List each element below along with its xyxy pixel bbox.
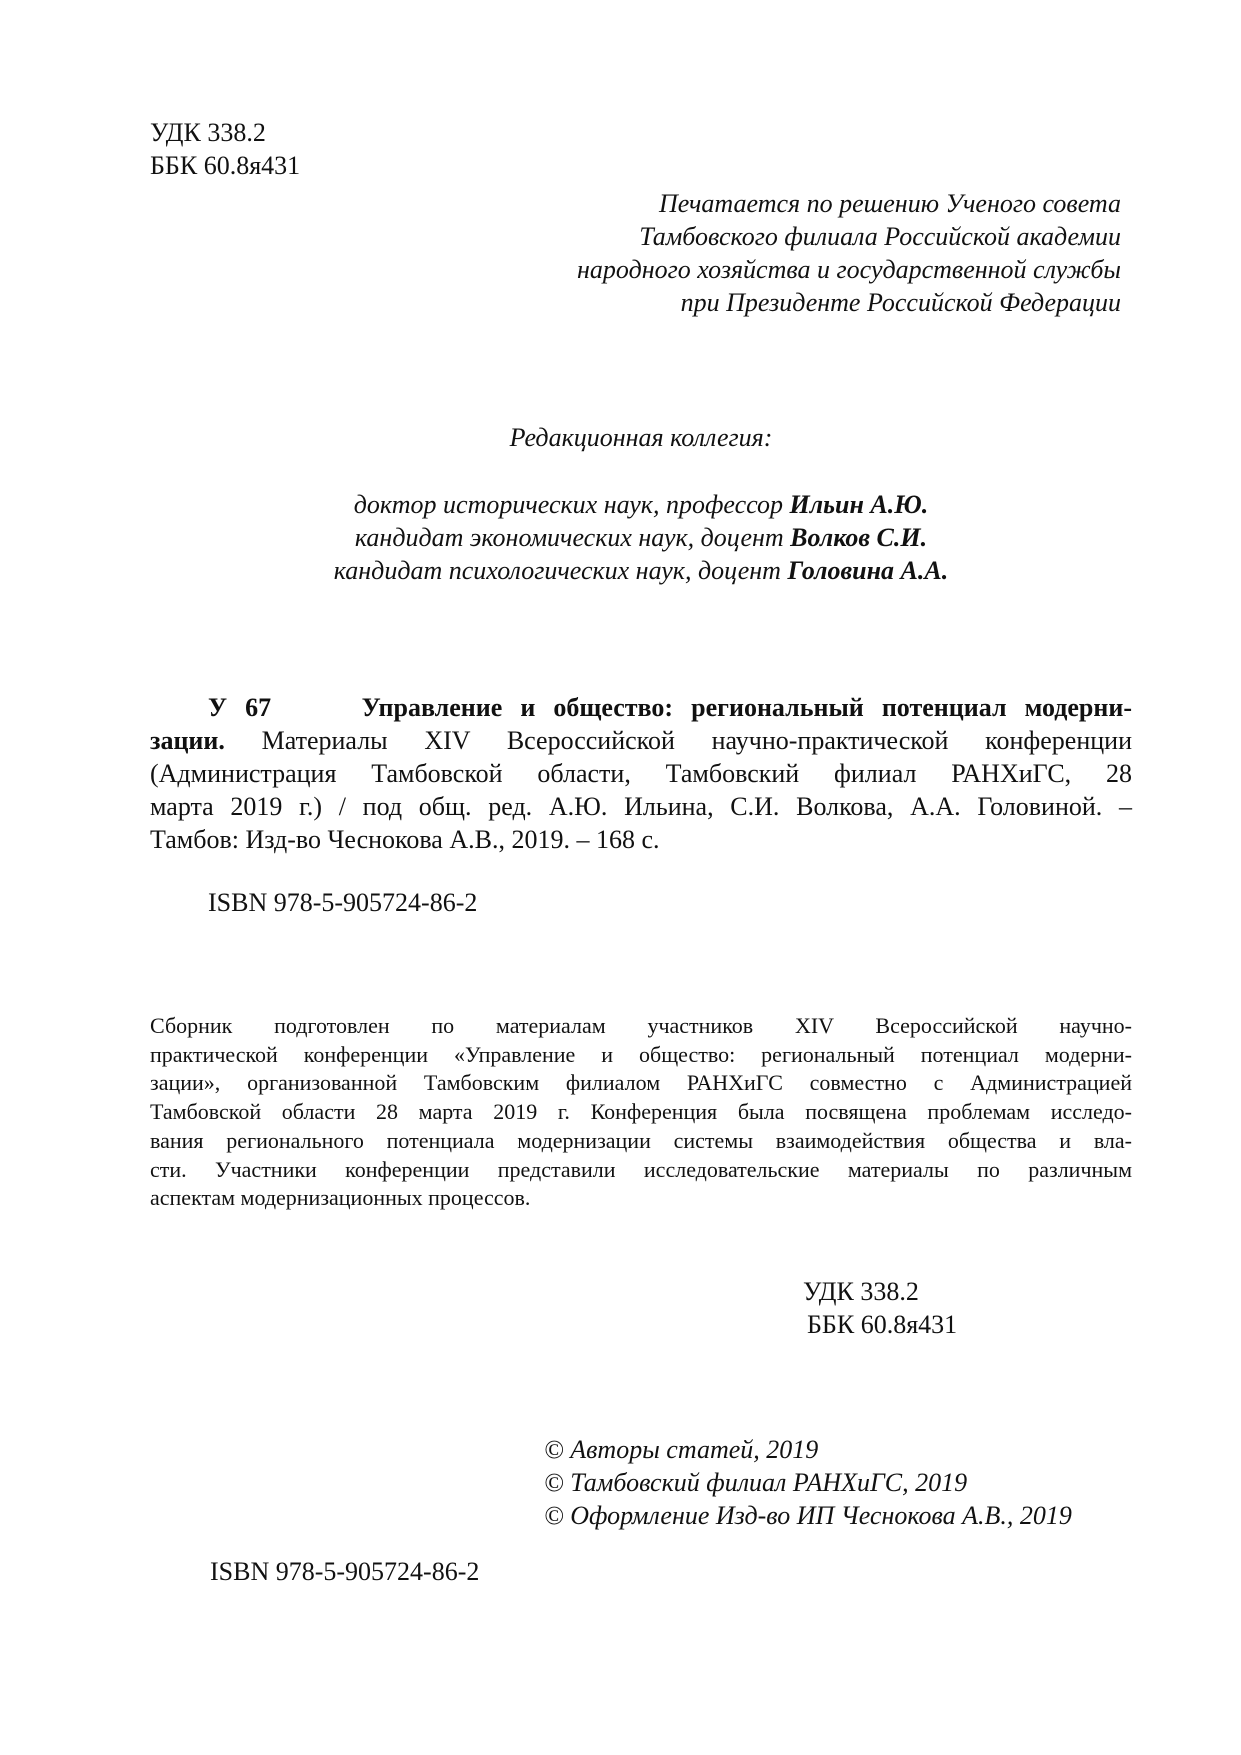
bottom-codes xyxy=(803,1275,957,1341)
board-member: кандидат психологических наук, доцент Головина А.А. xyxy=(333,556,949,585)
classification-code: У 67 xyxy=(208,693,272,722)
abstract-line: вания регионального потенциала модернизации системы взаимодействия общества и вла- xyxy=(150,1127,1132,1153)
bibliographic-record xyxy=(150,691,1132,919)
approval-line: Печатается по решению Ученого совета xyxy=(659,189,1121,218)
bbk-code: ББК 60.8я431 xyxy=(150,151,301,180)
bib-line: марта 2019 г.) / под общ. ред. А.Ю. Ильина, С.И. Волкова, А.А. Головиной. – xyxy=(150,792,1132,821)
board-member: кандидат экономических наук, доцент Волков С.И. xyxy=(354,523,928,552)
member-name: Ильин А.Ю. xyxy=(789,490,929,519)
editorial-board xyxy=(150,488,1132,587)
bib-line: (Администрация Тамбовской области, Тамбовский филиал РАНХиГС, 28 xyxy=(150,759,1132,788)
member-name: Головина А.А. xyxy=(787,556,949,585)
abstract-line: сти. Участники конференции представили исследовательские материалы по различным xyxy=(150,1156,1132,1182)
bib-line: Тамбов: Изд-во Чеснокова А.В., 2019. – 168 с. xyxy=(150,825,660,854)
board-title: Редакционная коллегия: xyxy=(509,423,773,452)
board-member: доктор исторических наук, профессор Ильин А.Ю. xyxy=(353,490,929,519)
top-codes xyxy=(150,116,300,182)
abstract-line: Сборник подготовлен по материалам участников XIV Всероссийской научно- xyxy=(150,1013,1132,1038)
approval-note xyxy=(577,187,1121,319)
bib-line xyxy=(150,691,1132,724)
udk-code: УДК 338.2 xyxy=(803,1277,919,1306)
bbk-code: ББК 60.8я431 xyxy=(807,1310,958,1339)
isbn: ISBN 978-5-905724-86-2 xyxy=(208,888,478,917)
udk-code: УДК 338.2 xyxy=(150,118,266,147)
copyright-line: © Оформление Изд-во ИП Чеснокова А.В., 2019 xyxy=(544,1501,1072,1530)
isbn-bottom: ISBN 978-5-905724-86-2 xyxy=(210,1557,480,1586)
book-title: Управление и общество: региональный потенциал модерни- xyxy=(361,693,1133,722)
abstract-line: Тамбовской области 28 марта 2019 г. Конференция была посвящена проблемам исследо- xyxy=(150,1099,1132,1125)
approval-line: Тамбовского филиала Российской академии xyxy=(639,222,1121,251)
copyright-line: © Авторы статей, 2019 xyxy=(544,1435,819,1464)
abstract xyxy=(150,1012,1132,1213)
member-name: Волков С.И. xyxy=(790,523,928,552)
bib-line: зации. Материалы XIV Всероссийской научно-практической конференции xyxy=(150,726,1132,755)
abstract-line: зации», организованной Тамбовским филиалом РАНХиГС совместно с Администрацией xyxy=(150,1070,1132,1096)
copyright-line: © Тамбовский филиал РАНХиГС, 2019 xyxy=(544,1468,968,1497)
copyrights xyxy=(544,1433,1072,1532)
approval-line: при Президенте Российской Федерации xyxy=(680,288,1121,317)
abstract-line: практической конференции «Управление и общество: региональный потенциал модерни- xyxy=(150,1041,1132,1067)
abstract-line: аспектам модернизационных процессов. xyxy=(150,1185,531,1211)
approval-line: народного хозяйства и государственной службы xyxy=(577,255,1121,284)
